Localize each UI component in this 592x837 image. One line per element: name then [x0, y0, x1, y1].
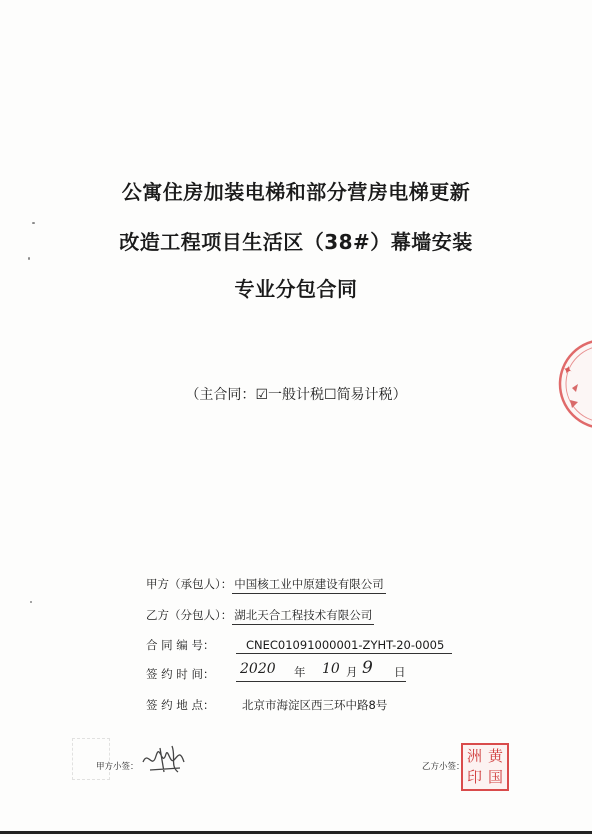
sign-date-value [236, 658, 406, 682]
month-unit: 月 [346, 665, 358, 679]
party-b-value: 湖北天合工程技术有限公司 [232, 607, 374, 625]
party-a-signature-icon [140, 742, 190, 776]
sign-date-row [146, 658, 406, 682]
page-bottom-edge [0, 831, 592, 834]
contract-title-line-2: 改造工程项目生活区（38#）幕墙安装 [119, 230, 473, 254]
checked-checkbox-icon: ☑ [255, 387, 268, 403]
seal-char-4: 印 [466, 768, 482, 786]
contract-number-value: CNEC01091000001-ZYHT-20-0005 [236, 638, 452, 654]
party-a-label: 甲方（承包人）： [146, 577, 233, 591]
tax-option-general: 一般计税 [268, 387, 324, 403]
handwritten-year: 2020 [240, 661, 276, 677]
tax-method-line [0, 384, 592, 404]
contract-number-label: 合 同 编 号： [146, 638, 215, 652]
faint-stamp-mark [72, 738, 110, 780]
contract-number-row [146, 637, 452, 654]
seal-char-2: 洲 [466, 747, 482, 765]
seal-char-1: 黄 [487, 747, 503, 765]
handwritten-day: 9 [362, 658, 373, 678]
sign-date-label: 签 约 时 间： [146, 667, 215, 681]
round-company-seal-icon [556, 336, 592, 432]
scan-speck [32, 222, 35, 224]
year-unit: 年 [294, 665, 306, 679]
party-b-label: 乙方（分包人）： [146, 608, 233, 622]
sign-place-row [146, 697, 387, 713]
sign-place-label: 签 约 地 点： [146, 698, 215, 712]
svg-text:✦: ✦ [559, 362, 577, 378]
party-a-sign-label: 甲方小签： [96, 762, 139, 772]
tax-option-simple: 简易计税 [336, 387, 393, 403]
contract-title-line-1: 公寓住房加装电梯和部分营房电梯更新 [121, 180, 471, 204]
scan-speck [28, 257, 30, 260]
day-unit: 日 [394, 665, 406, 679]
sign-place-value: 北京市海淀区西三环中路8号 [242, 698, 388, 712]
party-a-value: 中国核工业中原建设有限公司 [232, 576, 386, 594]
handwritten-month: 10 [322, 661, 340, 677]
scan-speck [30, 601, 32, 603]
party-b-row [146, 607, 374, 625]
seal-char-3: 国 [487, 768, 503, 786]
party-b-seal-icon [461, 743, 509, 791]
party-b-sign-label: 乙方小签： [422, 762, 465, 772]
unchecked-checkbox-icon: ☐ [324, 387, 337, 403]
party-a-row [146, 576, 386, 594]
contract-title-line-3: 专业分包合同 [234, 277, 358, 301]
tax-prefix: （主合同： [185, 387, 256, 403]
tax-suffix: ） [392, 387, 407, 403]
